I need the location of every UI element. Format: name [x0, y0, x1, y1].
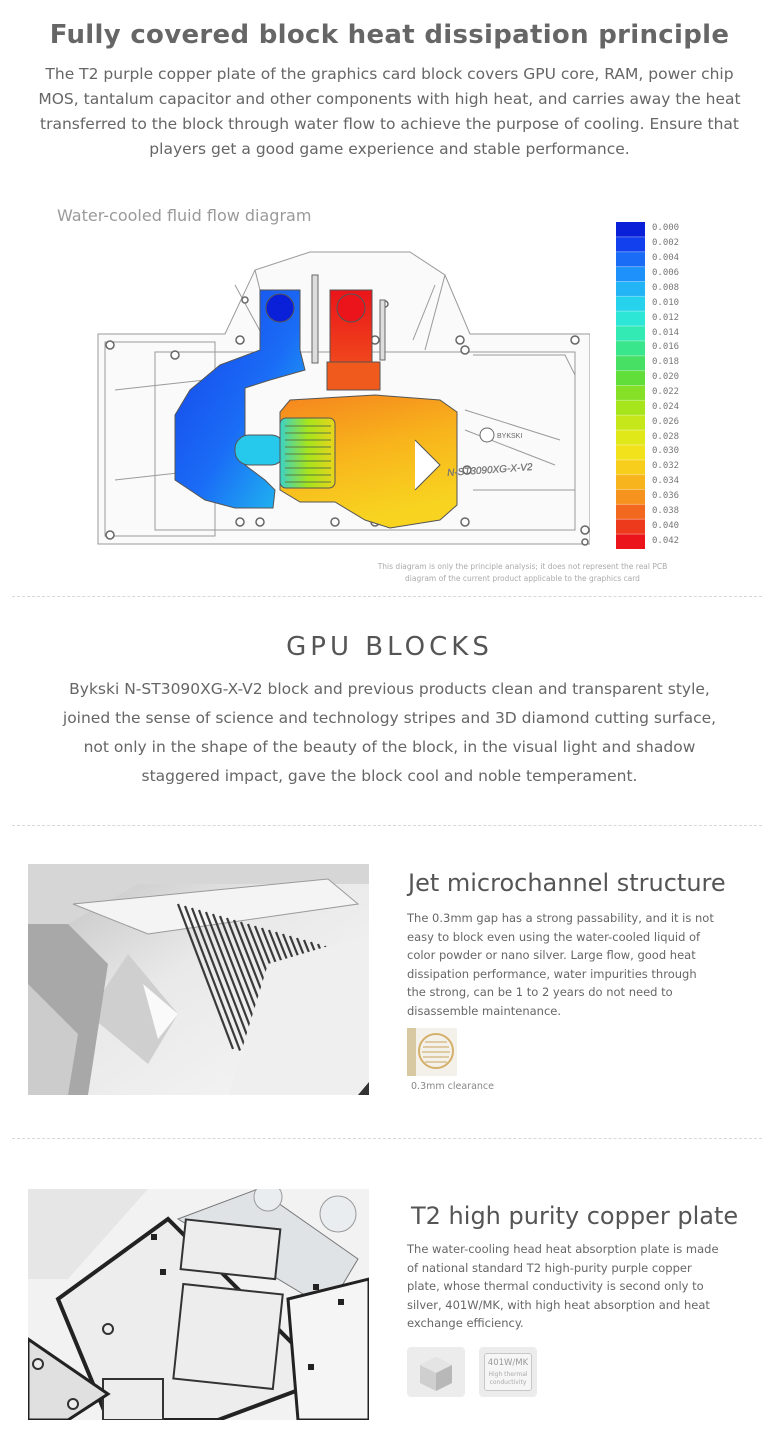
legend-value: 0.020 [652, 372, 680, 383]
legend-swatch [616, 281, 645, 296]
legend-value: 0.000 [652, 223, 680, 234]
feature-title-microchannel: Jet microchannel structure [408, 869, 726, 897]
legend-swatch [616, 430, 645, 445]
section-title-heat-dissipation: Fully covered block heat dissipation principle [49, 20, 730, 50]
description-line: transferred to the block through water flow to achieve the purpose of cooling. Ensure that [40, 115, 739, 133]
description-line: The water-cooling head heat absorption plate is made [407, 1242, 719, 1256]
description-line: staggered impact, gave the block cool and noble temperament. [141, 767, 638, 785]
legend-swatch [616, 490, 645, 505]
description-line: color powder or nano silver. Large flow, good heat [407, 948, 696, 962]
clearance-icon [407, 1028, 457, 1076]
legend-value: 0.028 [652, 431, 680, 442]
legend-swatch [616, 341, 645, 356]
legend-swatch [616, 534, 645, 549]
legend-swatch [616, 519, 645, 534]
legend-swatch [616, 460, 645, 475]
legend-swatch [616, 267, 645, 282]
legend-swatch [616, 386, 645, 401]
description-line: not only in the shape of the beauty of the block, in the visual light and shadow [83, 738, 696, 756]
legend-swatch [616, 237, 645, 252]
badge-caption: conductivity [489, 1379, 527, 1386]
description-line: Bykski N-ST3090XG-X-V2 block and previous products clean and transparent style, [69, 680, 710, 698]
description-line: easy to block even using the water-cooled liquid of [407, 929, 701, 944]
section-divider [12, 596, 762, 597]
thermal-conductivity-badge [479, 1347, 537, 1397]
description-line: exchange efficiency. [407, 1316, 524, 1330]
description-line: joined the sense of science and technology stripes and 3D diamond cutting surface, [62, 709, 717, 727]
legend-value: 0.034 [652, 476, 680, 487]
legend-swatch [616, 445, 645, 460]
legend-swatch [616, 400, 645, 415]
disclaimer-line: diagram of the current product applicable to the graphics card [405, 574, 640, 583]
description-line: the strong, can be 1 to 2 years do not need to [407, 985, 673, 999]
legend-swatch [616, 475, 645, 490]
description-line: The T2 purple copper plate of the graphics card block covers GPU core, RAM, power chip [45, 65, 734, 83]
microchannel-photo [28, 864, 369, 1095]
description-line: disassemble maintenance. [407, 1003, 562, 1018]
legend-value: 0.008 [652, 282, 680, 293]
badge-value: 401W/MK [487, 1358, 529, 1368]
legend-value: 0.016 [652, 342, 680, 353]
badge-caption: High thermal [488, 1371, 528, 1378]
legend-swatch [616, 296, 645, 311]
heat-dissipation-description [20, 62, 759, 162]
legend-swatch [616, 415, 645, 430]
legend-value: 0.042 [652, 535, 680, 546]
description-line: players get a good game experience and stable performance. [149, 140, 630, 158]
microchannel-fins [280, 418, 335, 488]
legend-swatch [616, 222, 645, 237]
description-line: of national standard T2 high-purity purple copper [407, 1260, 692, 1275]
disclaimer-line: This diagram is only the principle analysis; it does not represent the real PCB [377, 562, 668, 571]
legend-value: 0.036 [652, 491, 680, 501]
legend-value: 0.038 [652, 505, 680, 516]
block-model-text: N-ST3090XG-X-V2 [446, 462, 533, 479]
legend-value: 0.014 [652, 327, 680, 338]
legend-swatch [616, 371, 645, 386]
feature-title-copper-plate: T2 high purity copper plate [411, 1202, 739, 1230]
diagram-disclaimer [300, 561, 745, 585]
clearance-caption: 0.3mm clearance [411, 1081, 494, 1092]
section-divider [12, 1138, 762, 1139]
microchannel-description [407, 909, 737, 1020]
gpu-blocks-description [30, 675, 749, 791]
legend-value: 0.026 [652, 416, 680, 427]
legend-value: 0.006 [652, 268, 680, 278]
legend-value: 0.010 [652, 297, 680, 308]
legend-value: 0.004 [652, 253, 680, 264]
legend-value: 0.022 [652, 386, 680, 397]
description-line: The 0.3mm gap has a strong passability, and it is not [407, 911, 714, 925]
legend-swatch [616, 326, 645, 341]
legend-value: 0.030 [652, 446, 680, 457]
description-line: silver, 401W/MK, with high heat absorption and heat [407, 1297, 710, 1312]
legend-swatch [616, 252, 645, 267]
legend-value: 0.032 [652, 461, 680, 472]
fluid-flow-diagram [95, 230, 590, 550]
logo-text: BYKSKI [497, 433, 523, 440]
description-line: plate, whose thermal conductivity is second only to [407, 1279, 704, 1293]
section-divider [12, 825, 762, 826]
copper-plate-description [407, 1240, 737, 1333]
legend-swatch [616, 356, 645, 371]
flow-diagram-label: Water-cooled fluid flow diagram [57, 206, 312, 225]
description-line: dissipation performance, water impurities through [407, 966, 697, 981]
legend-value: 0.040 [652, 520, 680, 531]
copper-plate-photo [28, 1189, 369, 1420]
legend-value: 0.012 [652, 312, 680, 323]
legend-swatch [616, 504, 645, 519]
legend-value: 0.002 [652, 238, 680, 249]
section-title-gpu-blocks: GPU BLOCKS [286, 632, 493, 662]
description-line: MOS, tantalum capacitor and other components with high heat, and carries away the heat [38, 90, 741, 108]
legend-value: 0.018 [652, 357, 680, 368]
legend-swatch [616, 311, 645, 326]
copper-cube-icon [407, 1347, 465, 1397]
legend-value: 0.024 [652, 401, 680, 412]
legend-color-scale [616, 222, 645, 549]
